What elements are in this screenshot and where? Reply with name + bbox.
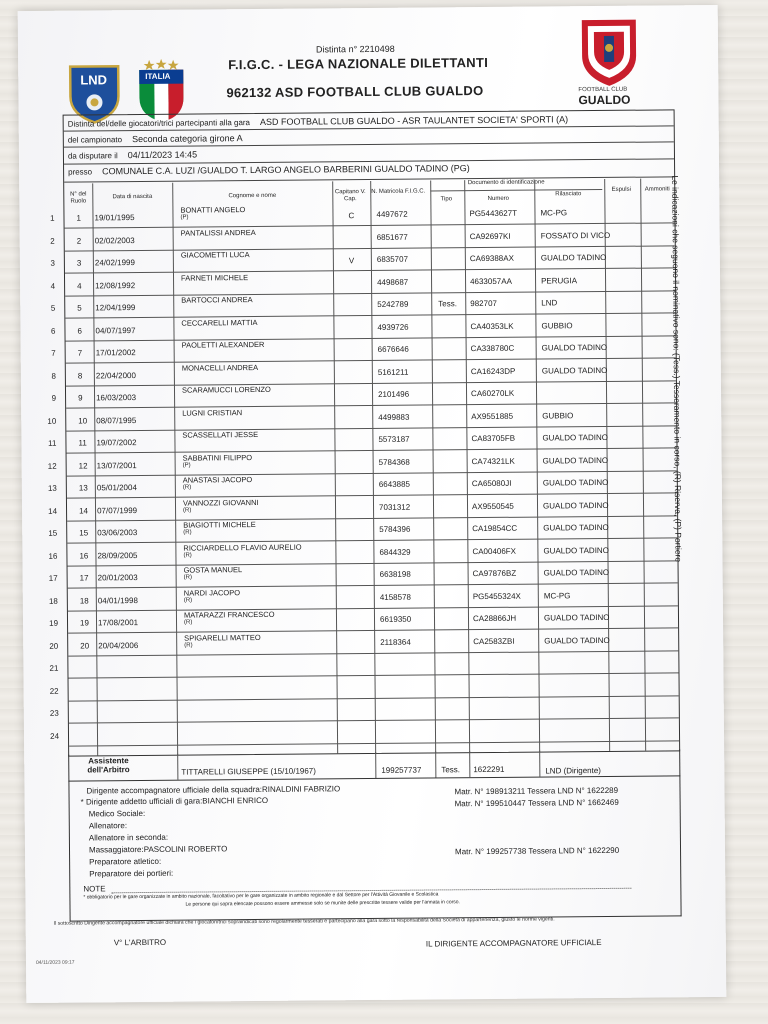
player-name: SPIGARELLI MATTEO	[184, 632, 261, 643]
ruolo-number: 12	[78, 460, 88, 471]
campionato-label: del campionato	[67, 135, 123, 145]
doc-numero: CA28866JH	[472, 613, 517, 624]
preparatore-line: Preparatore atletico:	[89, 856, 162, 867]
doc-rilasciato: GUALDO TADINO	[544, 635, 610, 646]
player-name: MATARAZZI FRANCESCO	[183, 609, 275, 620]
matricola: 2118364	[380, 637, 411, 647]
assistente-label: Assistente dell'Arbitro	[87, 756, 130, 775]
player-role: (P)	[180, 214, 189, 221]
row-number: 13	[47, 483, 57, 493]
birth-date: 24/02/1999	[94, 258, 135, 268]
doc-numero: CA60270LK	[471, 388, 515, 399]
col-header-nascita: Data di nascita	[112, 193, 153, 201]
print-timestamp: 04/11/2023 09:17	[35, 959, 75, 966]
doc-rilasciato: GUBBIO	[541, 320, 573, 331]
birth-date: 04/01/1998	[97, 595, 138, 605]
player-name: LUGNI CRISTIAN	[182, 407, 243, 418]
signature-arbitro: V° L'ARBITRO	[113, 937, 167, 948]
matricola: 5784396	[379, 524, 411, 534]
massaggiatore-matr: Matr. N° 199257738 Tessera LND N° 1622290	[454, 845, 620, 857]
matricola: 5784368	[378, 457, 410, 467]
ruolo-number: 2	[76, 236, 82, 246]
row-number: 5	[50, 303, 56, 313]
doc-numero: PG5455324X	[472, 591, 521, 601]
row-number: 7	[51, 348, 56, 358]
col-header-ammoniti: Ammoniti	[644, 186, 670, 193]
doc-rilasciato: FOSSATO DI VICO	[540, 230, 611, 241]
note-label: NOTE	[83, 884, 106, 894]
table-row	[50, 718, 679, 745]
matricola: 6844329	[379, 547, 411, 557]
ruolo-number: 10	[78, 415, 88, 426]
row-number: 18	[48, 596, 58, 606]
campionato-value: Seconda categoria girone A	[132, 133, 243, 145]
distinta-value: ASD FOOTBALL CLUB GUALDO - ASR TAULANTET SOCIETA' SPORTI (A)	[259, 114, 569, 127]
matricola: 4498687	[377, 277, 409, 287]
assistente-tipo: Tess.	[441, 765, 461, 775]
doc-numero: CA69388AX	[469, 253, 514, 264]
doc-numero: CA74321LK	[471, 456, 515, 466]
club-title: 962132 ASD FOOTBALL CLUB GUALDO	[226, 83, 484, 101]
matricola: 6619350	[379, 614, 412, 624]
allenatore-line: Allenatore:	[88, 821, 128, 831]
birth-date: 19/07/2002	[96, 438, 137, 448]
col-header-tipo: Tipo	[440, 196, 453, 203]
player-name: CECCARELLI MATTIA	[181, 317, 258, 328]
ruolo-number: 5	[77, 303, 82, 313]
doc-numero: CA83705FB	[471, 433, 516, 444]
matricola: 6643885	[378, 479, 411, 489]
player-name: BIAGIOTTI MICHELE	[183, 520, 256, 530]
doc-tipo: Tess.	[438, 299, 457, 309]
ruolo-number: 8	[77, 371, 83, 381]
doc-rilasciato: GUALDO TADINO	[542, 500, 609, 511]
matricola: 7031312	[378, 502, 411, 512]
matricola: 5161211	[377, 367, 409, 377]
doc-rilasciato: GUALDO TADINO	[543, 545, 609, 556]
doc-numero: CA92697KI	[469, 231, 511, 241]
player-role: (R)	[183, 552, 192, 559]
row-number: 4	[50, 281, 56, 291]
club-logo-caption: GUALDO	[578, 92, 631, 108]
campionato-line	[68, 133, 243, 145]
player-name: SCARAMUCCI LORENZO	[181, 384, 271, 395]
player-role: (R)	[183, 574, 193, 581]
row-number: 3	[50, 258, 55, 268]
birth-date: 19/01/1995	[94, 213, 135, 223]
player-name: PANTALISSI ANDREA	[180, 227, 256, 238]
birth-date: 28/09/2005	[97, 550, 138, 560]
lnd-logo-text: LND	[80, 72, 108, 88]
birth-date: 20/01/2003	[97, 573, 138, 583]
data-line	[68, 150, 197, 161]
birth-date: 08/07/1995	[96, 415, 137, 425]
player-name: BARTOCCI ANDREA	[181, 295, 253, 305]
player-name: ANASTASI JACOPO	[182, 475, 253, 485]
ruolo-number: 1	[76, 213, 81, 223]
doc-rilasciato: GUALDO TADINO	[541, 365, 608, 376]
doc-rilasciato: GUALDO TADINO	[543, 567, 610, 578]
row-number: 19	[49, 618, 59, 628]
addetto-matr: Matr. N° 199510447 Tessera LND N° 1662469	[454, 797, 619, 809]
matricola: 6835707	[376, 254, 409, 264]
row-number: 15	[48, 528, 58, 538]
birth-date: 12/08/1992	[95, 280, 136, 290]
doc-numero: CA40353LK	[470, 321, 514, 331]
ruolo-number: 4	[77, 281, 82, 291]
distinta-number: Distinta n° 2210498	[315, 43, 395, 55]
row-number: 6	[50, 326, 56, 336]
presso-label: presso	[68, 167, 93, 177]
medico-line: Medico Sociale:	[88, 808, 146, 819]
ruolo-number: 7	[77, 348, 83, 358]
col-header-rilasciato: Rilasciato	[555, 191, 582, 198]
ruolo-number: 9	[78, 393, 83, 403]
doc-rilasciato: GUALDO TADINO	[542, 432, 608, 443]
doc-rilasciato: GUALDO TADINO	[540, 252, 607, 263]
doc-rilasciato: MC-PG	[543, 590, 571, 601]
doc-numero: AX9550545	[471, 501, 514, 511]
col-header-nome: Cognome e nome	[228, 192, 277, 200]
doc-numero: CA65080JI	[471, 478, 512, 489]
signature-dirigente: IL DIRIGENTE ACCOMPAGNATORE UFFICIALE	[425, 938, 602, 949]
club-logo-caption-small: FOOTBALL CLUB	[578, 86, 628, 94]
dirigente-matr: Matr. N° 198913211 Tessera LND N° 1622289	[454, 785, 619, 797]
player-name: GIACOMETTI LUCA	[180, 250, 250, 260]
player-name: PAOLETTI ALEXANDER	[181, 339, 265, 350]
players-table	[47, 109, 684, 756]
row-number: 21	[49, 663, 59, 673]
row-number: 9	[51, 393, 57, 403]
ruolo-number: 17	[79, 573, 89, 583]
row-number: 8	[51, 371, 56, 381]
row-number: 17	[48, 573, 58, 583]
ruolo-number: 11	[78, 438, 87, 448]
matricola: 4939726	[377, 322, 409, 332]
row-number: 20	[49, 641, 59, 651]
birth-date: 17/01/2002	[95, 348, 136, 358]
birth-date: 17/08/2001	[97, 618, 139, 628]
row-number: 12	[47, 461, 57, 471]
doc-numero: 982707	[470, 298, 497, 309]
doc-rilasciato: LND	[541, 298, 558, 308]
player-role: (R)	[184, 619, 193, 626]
player-name: NARDI JACOPO	[183, 587, 241, 598]
player-name: VANNOZZI GIOVANNI	[182, 497, 259, 508]
side-legend: Le indicazioni che seguono il nominativo sono: (Tess.) Tesseramento in corso, (R) Riserva, (P) Portiere	[670, 175, 684, 563]
birth-date: 02/02/2003	[94, 235, 135, 245]
presso-value: COMUNALE C.A. LUZI /GUALDO T. LARGO ANGELO BARBERINI GUALDO TADINO (PG)	[102, 163, 470, 177]
player-role: (R)	[184, 642, 193, 649]
doc-numero: PG5443627T	[469, 208, 518, 219]
doc-rilasciato: GUALDO TADINO	[542, 477, 609, 488]
row-number: 22	[49, 686, 59, 696]
doc-numero: AX9551885	[471, 411, 514, 421]
birth-date: 12/04/1999	[95, 303, 136, 313]
doc-rilasciato: MC-PG	[540, 208, 568, 218]
italia-logo-text: ITALIA	[145, 71, 171, 81]
captain-mark: C	[348, 211, 355, 221]
captain-mark: V	[348, 256, 355, 266]
doc-rilasciato: GUALDO TADINO	[543, 522, 609, 533]
ruolo-number: 20	[80, 640, 90, 651]
doc-numero: CA00406FX	[472, 546, 517, 556]
matricola: 2101496	[378, 389, 410, 399]
assistente-matricola: 199257737	[381, 765, 422, 775]
doc-rilasciato: GUALDO TADINO	[542, 455, 609, 466]
player-name: FARNETI MICHELE	[180, 272, 249, 283]
massaggiatore-line: Massaggiatore:PASCOLINI ROBERTO	[88, 844, 228, 855]
allenatore2-line: Allenatore in seconda:	[88, 832, 169, 843]
presso-line	[68, 163, 470, 177]
matricola: 6638198	[379, 569, 411, 579]
ruolo-number: 3	[76, 258, 82, 268]
ruolo-number: 6	[77, 326, 82, 336]
birth-date: 05/01/2004	[96, 483, 137, 493]
doc-rilasciato: GUALDO TADINO	[543, 612, 610, 623]
ruolo-number: 18	[79, 595, 89, 606]
birth-date: 20/04/2006	[98, 640, 139, 650]
distinta-label: Distinta del/delle giocatori/trici partecipanti alla gara	[67, 118, 251, 129]
col-header-numero: Numero	[487, 195, 510, 202]
player-name: GOSTA MANUEL	[183, 565, 243, 575]
row-number: 14	[48, 506, 58, 516]
note-obbligatorio: * obbligatorio per le gare organizzate in ambito nazionale, facoltativo per le gare organizzate in ambito regionale e dal Settore per l'Attività Giovanile e Scolastica	[83, 891, 439, 901]
dirigente-line: Dirigente accompagnatore ufficiale della squadra:RINALDINI FABRIZIO	[86, 784, 341, 796]
row-number: 16	[48, 551, 58, 561]
matricola: 4158578	[379, 592, 412, 602]
ruolo-number: 16	[79, 550, 89, 561]
doc-numero: 4633057AA	[470, 276, 512, 286]
assistente-numero: 1622291	[473, 764, 505, 775]
player-role: (P)	[182, 462, 191, 469]
player-name: SABBATINI FILIPPO	[182, 452, 253, 463]
birth-date: 22/04/2000	[95, 370, 136, 380]
birth-date: 03/06/2003	[97, 528, 138, 538]
assistente-rilasciato: LND (Dirigente)	[545, 766, 601, 776]
ruolo-number: 15	[79, 528, 89, 538]
player-role: (R)	[183, 597, 193, 604]
ruolo-number: 13	[78, 483, 88, 493]
addetto-line: * Dirigente addetto ufficiali di gara:BIANCHI ENRICO	[80, 795, 269, 807]
data-label: da disputare il	[67, 151, 118, 161]
matricola: 6851677	[376, 232, 408, 242]
col-header-espulsi: Espulsi	[611, 186, 631, 193]
birth-date: 04/07/1997	[95, 325, 136, 335]
doc-rilasciato: PERUGIA	[541, 275, 578, 286]
col-header-ruolo: N° del Ruolo	[70, 191, 87, 205]
doc-numero: CA97876BZ	[472, 568, 517, 579]
player-name: SCASSELLATI JESSE	[182, 429, 259, 440]
col-header-capitano: Capitano V. Cap.	[334, 189, 366, 203]
player-name: BONATTI ANGELO	[180, 205, 246, 215]
doc-rilasciato: GUALDO TADINO	[541, 342, 608, 353]
data-value: 04/11/2023 14:45	[127, 149, 198, 161]
row-number: 24	[50, 731, 60, 741]
col-header-matricola: N. Matricola F.I.G.C.	[371, 188, 426, 195]
player-role: (R)	[183, 507, 192, 514]
matricola: 6676646	[377, 344, 409, 354]
birth-date: 13/07/2001	[96, 460, 137, 470]
doc-numero: CA338780C	[470, 343, 515, 354]
matricola: 5242789	[377, 299, 409, 309]
row-number: 2	[50, 236, 55, 246]
note-tessere: Le persone qui sopra elencate possono essere ammesse solo se munite delle prescritte tessere valide per l'annata in corso.	[185, 899, 460, 908]
birth-date: 16/03/2003	[96, 393, 137, 403]
row-number: 10	[47, 416, 57, 426]
matricola: 5573187	[378, 434, 410, 444]
player-name: RICCIARDELLO FLAVIO AURELIO	[183, 542, 302, 553]
matricola: 4499883	[378, 412, 410, 422]
preparatore-portieri-line: Preparatore dei portieri:	[89, 868, 174, 879]
player-role: (R)	[183, 529, 192, 536]
doc-numero: CA2583ZBI	[473, 636, 515, 646]
player-name: MONACELLI ANDREA	[181, 362, 259, 373]
birth-date: 07/07/1999	[97, 505, 138, 515]
col-header-documento: Documento di identificazione	[467, 179, 545, 187]
disclaimer: Il sottoscritto Dirigente accompagnatore ufficiale dichiara che i giocatori/trici sopraindicati sono regolarmente tesserati e partecipano alla gara sotto la responsabilità della Società di appartenenza, giusto le norme vigenti.	[53, 916, 555, 927]
assistente-name: TITTARELLI GIUSEPPE (15/10/1967)	[181, 766, 316, 777]
row-number: 1	[50, 213, 55, 223]
doc-numero: CA19854CC	[472, 523, 518, 534]
matricola: 4497672	[376, 209, 408, 219]
row-number: 23	[49, 708, 59, 718]
doc-rilasciato: GUBBIO	[542, 410, 574, 421]
player-role: (R)	[182, 484, 192, 491]
document-sheet	[18, 5, 727, 1003]
row-number: 11	[48, 438, 57, 448]
ruolo-number: 14	[79, 505, 88, 516]
document-title: F.I.G.C. - LEGA NAZIONALE DILETTANTI	[228, 54, 489, 73]
ruolo-number: 19	[79, 618, 89, 628]
doc-numero: CA16243DP	[470, 366, 516, 376]
